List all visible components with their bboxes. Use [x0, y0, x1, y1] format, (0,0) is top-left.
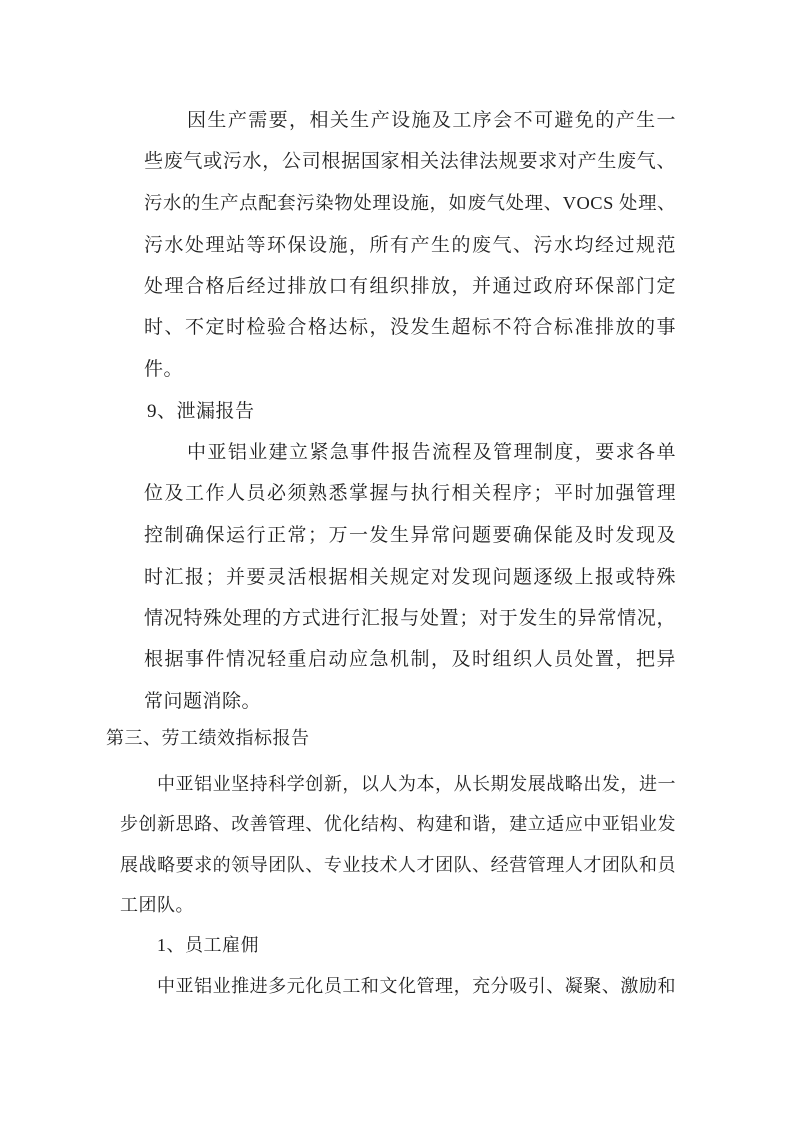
text-line: 中亚铝业坚持科学创新，以人为本，从长期发展战略出发，进一 — [157, 774, 676, 794]
text-line: 时汇报；并要灵活根据相关规定对发现问题逐级上报或特殊 — [144, 567, 676, 588]
text-line: 污水的生产点配套污染物处理设施，如废气处理、VOCS 处理、 — [144, 193, 676, 213]
text-line: 些废气或污水，公司根据国家相关法律法规要求对产生废气、 — [144, 151, 676, 172]
text-line: 处理合格后经过排放口有组织排放，并通过政府环保部门定 — [144, 276, 676, 297]
text-line: 污水处理站等环保设施，所有产生的废气、污水均经过规范 — [144, 235, 676, 256]
text-line: 中亚铝业推进多元化员工和文化管理，充分吸引、凝聚、激励和 — [157, 976, 676, 996]
text-line: 因生产需要，相关生产设施及工序会不可避免的产生一 — [187, 110, 676, 131]
section-heading: 9、泄漏报告 — [147, 401, 255, 422]
text-line: 工团队。 — [120, 895, 194, 915]
text-line: 时、不定时检验合格达标，没发生超标不符合标准排放的事 — [144, 317, 676, 338]
text-line: 展战略要求的领导团队、专业技术人才团队、经营管理人才团队和员 — [120, 855, 676, 875]
text-line: 情况特殊处理的方式进行汇报与处置；对于发生的异常情况， — [144, 608, 676, 629]
section-heading: 第三、劳工绩效指标报告 — [106, 728, 310, 748]
text-line: 步创新思路、改善管理、优化结构、构建和谐，建立适应中亚铝业发 — [120, 814, 676, 834]
text-line: 常问题消除。 — [144, 691, 262, 712]
text-line: 中亚铝业建立紧急事件报告流程及管理制度，要求各单 — [187, 442, 676, 463]
text-line: 件。 — [144, 359, 184, 380]
text-line: 位及工作人员必须熟悉掌握与执行相关程序；平时加强管理 — [144, 483, 676, 504]
section-heading: 1、员工雇佣 — [157, 935, 259, 955]
text-line: 根据事件情况轻重启动应急机制，及时组织人员处置，把异 — [144, 649, 676, 670]
text-line: 控制确保运行正常；万一发生异常问题要确保能及时发现及 — [144, 525, 676, 546]
